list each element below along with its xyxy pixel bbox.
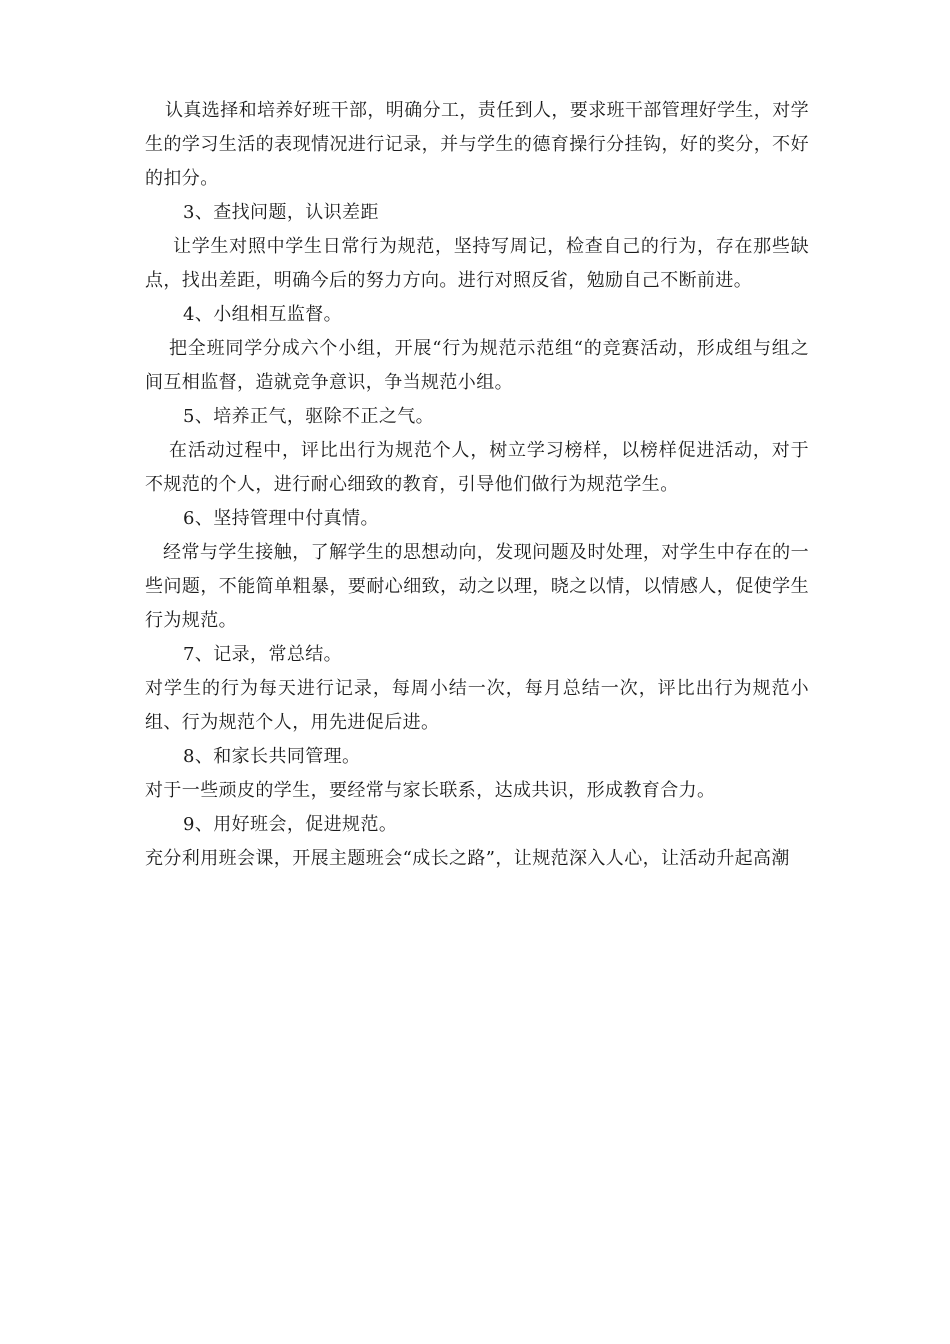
- heading-group-supervision: 4、小组相互监督。: [183, 304, 343, 325]
- heading-sincere-management: 6、坚持管理中付真情。: [183, 508, 379, 529]
- document-body: [145, 94, 809, 876]
- heading-parent-management: 8、和家长共同管理。: [183, 746, 361, 767]
- heading-cultivate-integrity: 5、培养正气，驱除不正之气。: [183, 406, 435, 427]
- paragraph-find-problems: 让学生对照中学生日常行为规范，坚持写周记，检查自己的行为，存在那些缺点，找出差距，明确今后的努力方向。进行对照反省，勉励自己不断前进。: [145, 236, 809, 291]
- heading-class-meeting: 9、用好班会，促进规范。: [183, 814, 398, 835]
- paragraph-sincere-management: 经常与学生接触，了解学生的思想动向，发现问题及时处理，对学生中存在的一些问题，不能简单粗暴，要耐心细致，动之以理，晓之以情，以情感人，促使学生行为规范。: [145, 542, 809, 631]
- paragraph-record-summary: 对学生的行为每天进行记录，每周小结一次，每月总结一次，评比出行为规范小组、行为规范个人，用先进促后进。: [145, 678, 809, 733]
- heading-record-summary: 7、记录，常总结。: [183, 644, 343, 665]
- paragraph-parent-management: 对于一些顽皮的学生，要经常与家长联系，达成共识，形成教育合力。: [145, 780, 716, 801]
- paragraph-class-meeting: 充分利用班会课，开展主题班会“成长之路”，让规范深入人心，让活动升起高潮: [145, 848, 790, 869]
- heading-find-problems: 3、查找问题，认识差距: [183, 202, 379, 223]
- paragraph-class-cadres: 认真选择和培养好班干部，明确分工，责任到人，要求班干部管理好学生，对学生的学习生活的表现情况进行记录，并与学生的德育操行分挂钩，好的奖分，不好的扣分。: [145, 100, 809, 189]
- paragraph-cultivate-integrity: 在活动过程中，评比出行为规范个人，树立学习榜样，以榜样促进活动，对于不规范的个人，进行耐心细致的教育，引导他们做行为规范学生。: [145, 440, 809, 495]
- paragraph-group-supervision: 把全班同学分成六个小组，开展“行为规范示范组“的竞赛活动，形成组与组之间互相监督，造就竞争意识，争当规范小组。: [145, 338, 809, 393]
